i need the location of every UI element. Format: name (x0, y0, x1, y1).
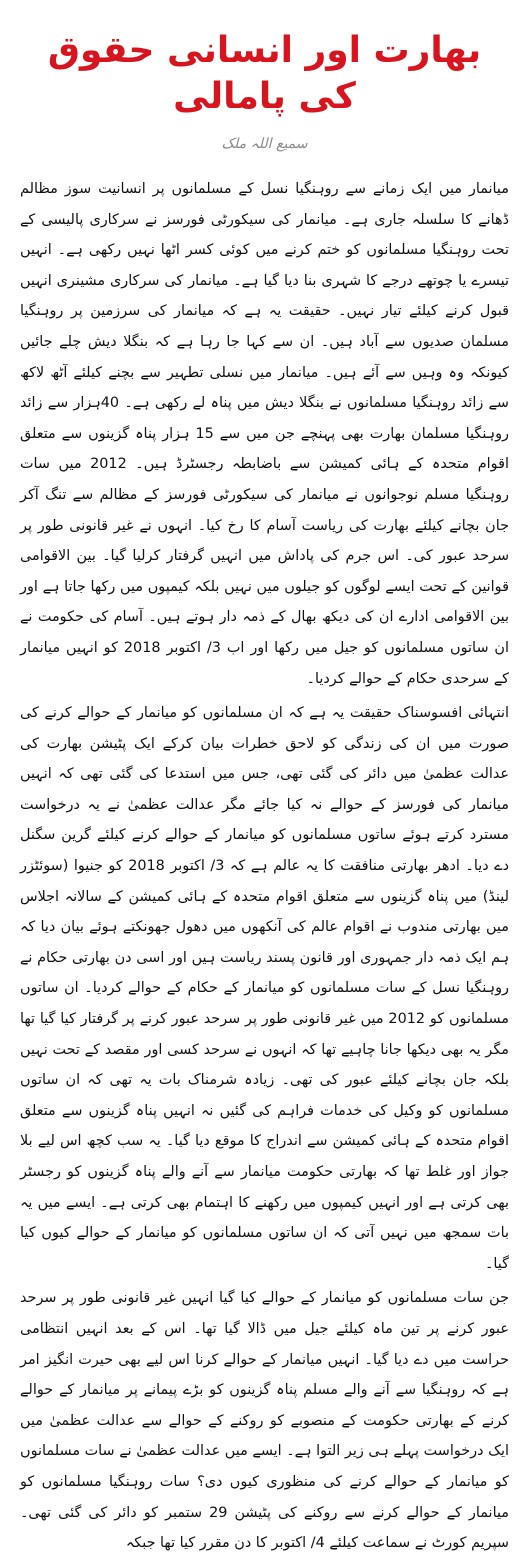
author-byline: سمیع اللہ ملک (221, 136, 308, 152)
article-paragraph: میانمار میں ایک زمانے سے روہنگیا نسل کے مسلمانوں پر انسانیت سوز مظالم ڈھانے کا سلسلہ جاری ہے۔ میانمار کی سیکورٹی فورسز نے سرکاری پالیسی کے تحت روہنگیا مسلمانوں کو ختم کرنے میں کوئی کسر اٹھا نہیں رکھی ہے۔ انہیں تیسرے یا چوتھے درجے کا شہری بنا دیا گیا ہے۔ میانمار کی سرکاری مشینری انہیں قبول کرنے کیلئے تیار نہیں۔ حقیقت یہ ہے کہ میانمار کی سرزمین پر روہنگیا مسلمان صدیوں سے آباد ہیں۔ ان سے کہا جا رہا ہے کہ بنگلا دیش چلے جائیں کیونکہ وہ وہیں سے آئے ہیں۔ میانمار میں نسلی تطہیر سے بچنے کیلئے آٹھ لاکھ سے زائد روہنگیا مسلمانوں نے بنگلا دیش میں پناہ لے رکھی ہے۔ 40ہزار سے زائد روہنگیا مسلمان بھارت بھی پہنچے جن میں سے 15 ہزار پناہ گزینوں سے متعلق اقوام متحدہ کے ہائی کمیشن سے باضابطہ رجسٹرڈ ہیں۔ 2012 میں سات روہنگیا مسلم نوجوانوں نے میانمار کی سیکورٹی فورسز کے مظالم سے تنگ آکر جان بچانے کیلئے بھارت کی ریاست آسام کا رخ کیا۔ انہوں نے غیر قانونی طور پر سرحد عبور کی۔ اس جرم کی پاداش میں انہیں گرفتار کرلیا گیا۔ بین الاقوامی قوانین کے تحت ایسے لوگوں کو جیلوں میں نہیں بلکہ کیمپوں میں رکھا جاتا ہے اور بین الاقوامی ادارے ان کی دیکھ بھال کے ذمہ دار ہوتے ہیں۔ آسام کی حکومت نے ان ساتوں مسلمانوں کو جیل میں رکھا اور اب 3/ اکتوبر 2018 کو انہیں میانمار کے سرحدی حکام کے حوالے کردیا۔ (20, 181, 510, 687)
article-headline: بھارت اور انسانی حقوق کی پامالی (47, 30, 482, 117)
article-body (20, 174, 509, 1559)
article-paragraph: انتہائی افسوسناک حقیقت یہ ہے کہ ان مسلمانوں کو میانمار کے حوالے کرنے کی صورت میں ان کی زندگی کو لاحق خطرات بیان کرکے ایک پٹیشن بھارت کی عدالت عظمیٰ میں دائر کی گئی تھی، جس میں استدعا کی گئی تھی کہ انہیں میانمار کی فورسز کے حوالے نہ کیا جائے مگر عدالت عظمیٰ نے یہ درخواست مسترد کرتے ہوئے ساتوں مسلمانوں کو میانمار کے حوالے کرنے کیلئے گرین سگنل دے دیا۔ ادھر بھارتی منافقت کا یہ عالم ہے کہ 3/ اکتوبر 2018 کو جنیوا (سوئٹزر لینڈ) میں پناہ گزینوں سے متعلق اقوام متحدہ کے ہائی کمیشن کے سالانہ اجلاس میں بھارتی مندوب نے اقوام عالم کی آنکھوں میں دھول جھونکتے ہوئے بیان دیا کہ ہم ایک ذمہ دار جمہوری اور قانون پسند ریاست ہیں اور اسی دن بھارتی حکام نے روہنگیا نسل کے سات مسلمانوں کو میانمار کے حکام کے حوالے کردیا۔ ان ساتوں مسلمانوں کو 2012 میں غیر قانونی طور پر سرحد عبور کرنے پر گرفتار کیا گیا تھا مگر یہ بھی دیکھا جانا چاہیے تھا کہ انہوں نے سرحد کسی اور مقصد کے تحت نہیں بلکہ جان بچانے کیلئے عبور کی تھی۔ زیادہ شرمناک بات یہ تھی کہ ان ساتوں مسلمانوں کو وکیل کی خدمات فراہم کی گئیں نہ انہیں پناہ گزینوں سے متعلق اقوام متحدہ کے ہائی کمیشن سے اندراج کا موقع دیا گیا۔ یہ سب کچھ اس لیے بلا جواز اور غلط تھا کہ بھارتی حکومت میانمار سے آنے والے پناہ گزینوں کو رجسٹر بھی کرتی ہے اور انہیں کیمپوں میں رکھنے کا اہتمام بھی کرتی ہے۔ ایسے میں یہ بات سمجھ میں نہیں آتی کہ ان ساتوں مسلمانوں کو میانمار کے حوالے کیوں کیا گیا۔ (20, 705, 510, 1272)
article-paragraph: جن سات مسلمانوں کو میانمار کے حوالے کیا گیا انہیں غیر قانونی طور پر سرحد عبور کرنے پر تین ماہ کیلئے جیل میں ڈالا گیا تھا۔ اس کے بعد انہیں انتظامی حراست میں دے دیا گیا۔ انہیں میانمار کے حوالے کرنا اس لیے بھی حیرت انگیز امر ہے کہ روہنگیا سے آنے والے مسلم پناہ گزینوں کو بڑے پیمانے پر میانمار کے حوالے کرنے کے بھارتی حکومت کے منصوبے کو روکنے کے حوالے سے عدالت عظمیٰ میں ایک درخواست پہلے ہی زیر التوا ہے۔ ایسے میں عدالت عظمیٰ نے سات مسلمانوں کو میانمار کے حوالے کرنے کی منظوری کیوں دی؟ سات روہنگیا مسلمانوں کو میانمار کے حوالے کرنے سے روکنے کی پٹیشن 29 ستمبر کو دائر کی گئی تھی۔ سپریم کورٹ نے سماعت کیلئے 4/ اکتوبر کا دن مقرر کیا تھا جبکہ (20, 1290, 510, 1552)
